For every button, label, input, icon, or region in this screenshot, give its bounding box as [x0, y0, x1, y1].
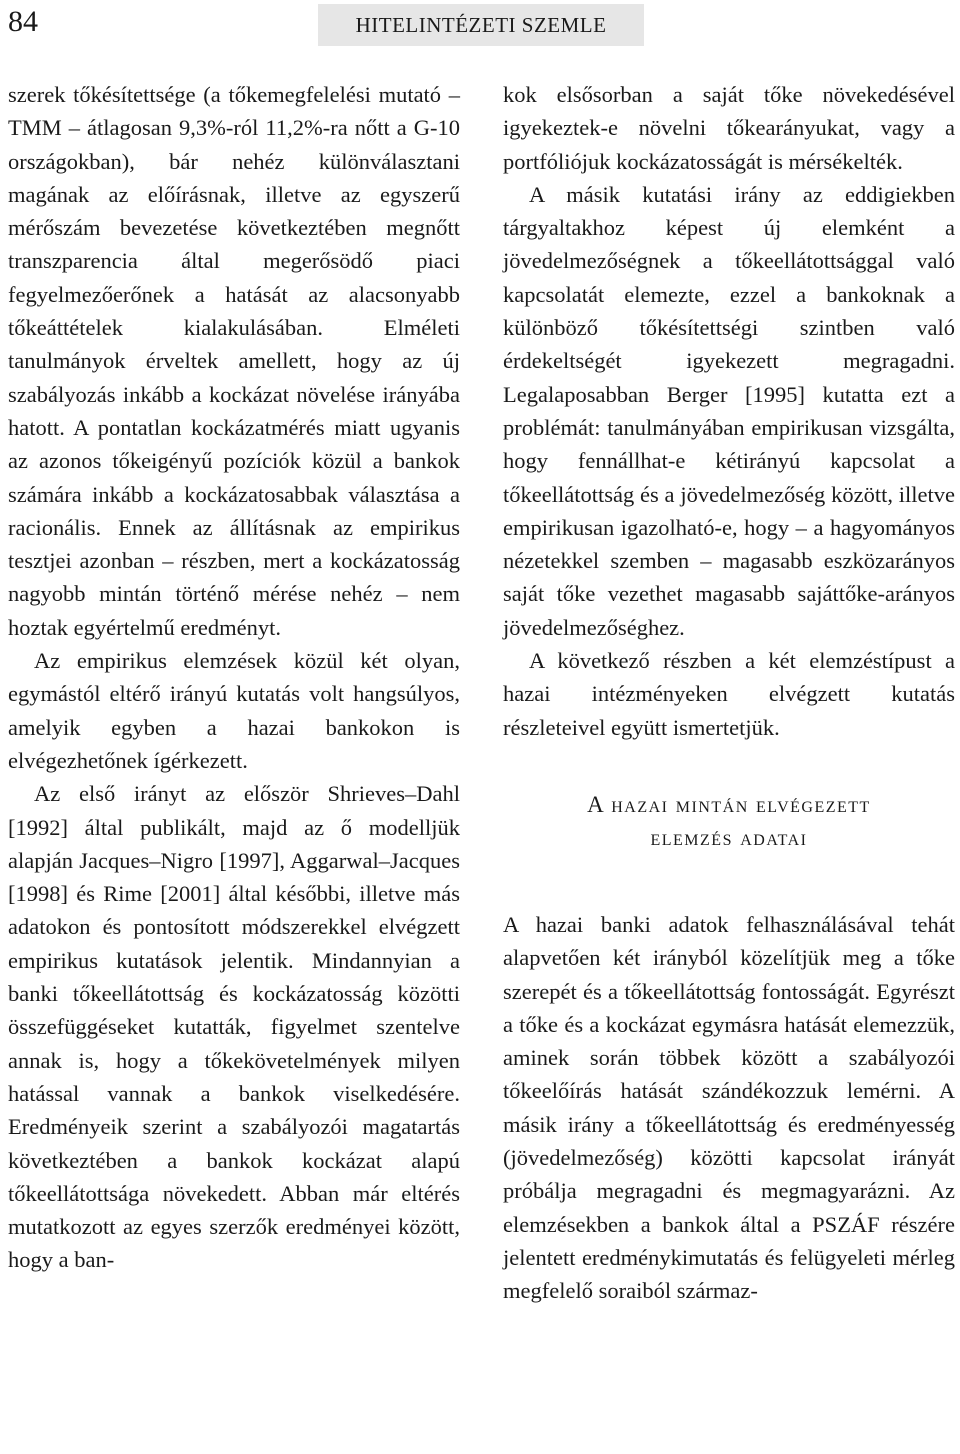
paragraph: Az első irányt az először Shrieves–Dahl [1992] által publikált, majd az ő modelljük alapján Jacques–Nigro [1997], Aggarwal–Jacques [1998] és Rime [2001] által későbbi, illetve más adatokon és pontosított módszerekkel elvégzett empirikus kutatások jelentik. Mindannyian a banki tőkeellátottság és kockázatosság közötti összefüggéseket kutatták, figyelmet szentelve annak is, hogy a tőkekövetelmények milyen hatással vannak a bankok viselkedésére. Eredményeik szerint a szabályozói magatartás következtében a bankok kockázat alapú tőkeellátottsága növekedett. Abban már eltérés mutatkozott az egyes szerzők eredményei között, hogy a ban- — [8, 781, 460, 1273]
paragraph: Az empirikus elemzések közül két olyan, egymástól eltérő irányú kutatás volt hangsúlyos, amelyik egyben a hazai bankokon is elvégezhetőnek ígérkezett. — [8, 648, 460, 773]
section-heading — [503, 788, 955, 854]
page-number: 84 — [8, 5, 38, 38]
paragraph: szerek tőkésítettsége (a tőkemegfelelési mutató – TMM – átlagosan 9,3%-ról 11,2%-ra nőtt a G-10 országokban), bár nehéz különválasztani magának az előírásnak, illetve az egyszerű mérőszám bevezetése következtében megnőtt transzparencia által megerősödő piaci fegyelmezőerőnek a hatását az alacsonyabb tőkeáttételek kialakulásában. Elméleti tanulmányok érveltek amellett, hogy az új szabályozás inkább a kockázat növelése irányába hatott. A pontatlan kockázatmérés miatt ugyanis az azonos tőkeigényű pozíciók közül a bankok számára inkább a kockázatosabbak választása a racionális. Ennek az állításnak az empirikus tesztjei azonban – részben, mert a kockázatosság nagyobb mintán történő mérése nehéz – nem hoztak egyértelmű eredményt. — [8, 82, 460, 640]
left-column — [8, 78, 460, 1277]
journal-title: HITELINTÉZETI SZEMLE — [318, 4, 644, 46]
section-heading-line: elemzés adatai — [650, 824, 808, 850]
paragraph: A hazai banki adatok felhasználásával tehát alapvetően két irányból közelítjük meg a tőke szerepét és a tőkeellátottság fontosságát. Egyrészt a tőke és a kockázat egymásra hatását elemezzük, aminek során többek között a szabályozói tőkeelőírás hatását szándékozzuk lemérni. A másik irány a tőkeellátottság és eredményesség (jövedelmezőség) közötti kapcsolat irányát próbálja megragadni és megmagyarázni. Az elemzésekben a bankok által a PSZÁF részére jelentett eredménykimutatás és felügyeleti mérleg megfelelő soraiból származ- — [503, 911, 955, 1304]
paragraph: A másik kutatási irány az eddigiekben tárgyaltakhoz képest új elemként a jövedelmezőségnek a tőkeellátottsággal való kapcsolatát elemezte, ezzel a bankoknak a különböző tőkésítettségi szintben való érdekeltségét igyekezett megragadni. Legalaposabban Berger [1995] kutatta ezt a problémát: tanulmányában empirikusan vizsgálta, hogy fennállhat-e kétirányú kapcsolat a tőkeellátottság és a jövedelmezőség között, illetve empirikusan igazolható-e, hogy – a hagyományos nézetekkel szemben – magasabb eszközarányos saját tőke vezethet magasabb sajáttőke-arányos jövedelmezőséghez. — [503, 181, 955, 640]
right-column — [503, 78, 955, 1308]
paragraph: kok elsősorban a saját tőke növekedésével igyekeztek-e növelni tőkearányukat, vagy a portfóliójuk kockázatosságát is mérsékelték. — [503, 82, 955, 174]
paragraph: A következő részben a két elemzéstípust a hazai intézményeken elvégzett kutatás részleteivel együtt ismertetjük. — [503, 648, 955, 740]
section-heading-line: A hazai mintán elvégezett — [587, 791, 871, 817]
